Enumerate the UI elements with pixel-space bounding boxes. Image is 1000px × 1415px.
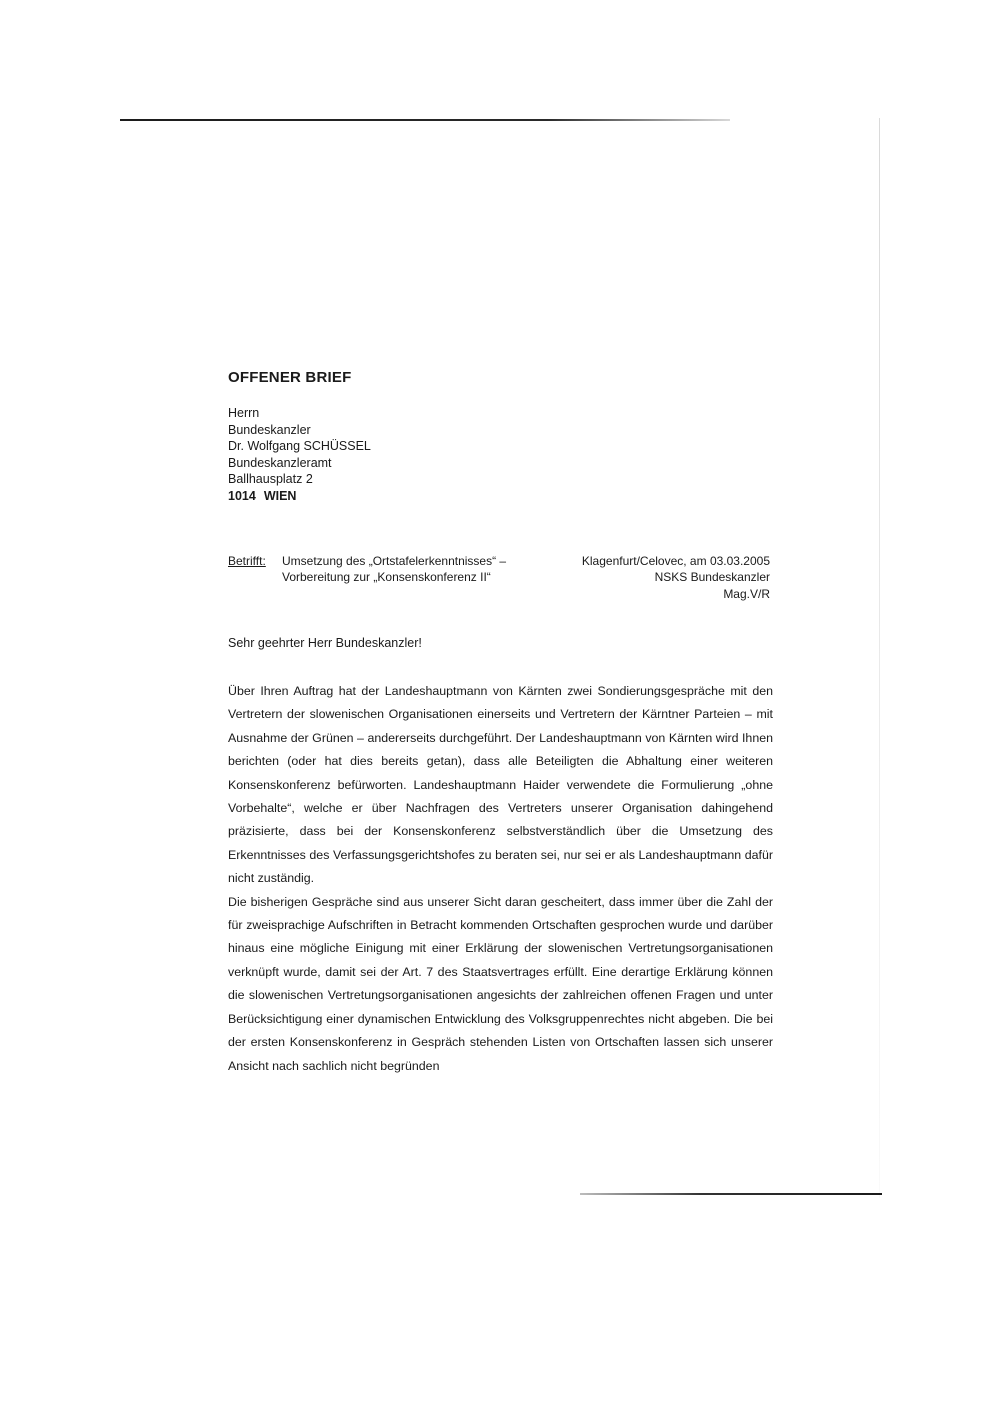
recipient-office: Bundeskanzleramt [228, 455, 332, 470]
place-date: Klagenfurt/Celovec, am 03.03.2005 [581, 554, 770, 568]
subject-line-1: Umsetzung des „Ortstafelerkenntnisses“ – [282, 554, 507, 568]
scan-edge-bottom [580, 1193, 882, 1195]
recipient-street: Ballhausplatz 2 [228, 472, 313, 487]
recipient-address [228, 405, 371, 505]
scan-edge-top [120, 119, 730, 121]
recipient-salutation-line: Herrn [228, 406, 260, 420]
subject-label: Betrifft: [228, 554, 266, 568]
letter-body [228, 680, 773, 1078]
letter-heading: OFFENER BRIEF [228, 369, 352, 386]
subject-text [282, 553, 506, 585]
recipient-city-line [228, 488, 371, 505]
recipient-name: Dr. Wolfgang SCHÜSSEL [228, 439, 371, 454]
recipient-postal-code: 1014 [228, 488, 256, 503]
subject-line-2: Vorbereitung zur „Konsenskonferenz II“ [282, 570, 491, 584]
recipient-city: WIEN [263, 488, 297, 503]
scan-edge-right [879, 118, 880, 1198]
recipient-title: Bundeskanzler [228, 422, 311, 437]
reference: NSKS Bundeskanzler [654, 570, 770, 585]
letter-meta [582, 553, 770, 602]
sign-reference: Mag.V/R [723, 586, 770, 601]
body-paragraph: Die bisherigen Gespräche sind aus unserer Sicht daran gescheitert, dass immer über die Zahl der für zweisprachige Aufschriften in Betracht kommenden Ortschaften gesprochen wurde und darüber hinaus eine mögliche Einigung mit einer Erklärung der slowenischen Vertretungsorganisationen verknüpft wurde, damit sei der Art. 7 des Staatsvertrages erfüllt. Eine derartige Erklärung können die slowenischen Vertretungsorganisationen angesichts der zahlreichen offenen Fragen und unter Berücksichtigung einer dynamischen Entwicklung des Volksgruppenrechtes nicht abgeben. Die bei der ersten Konsenskonferenz in Gespräch stehenden Listen von Ortschaften lassen sich unserer Ansicht nach sachlich nicht begründen [228, 894, 773, 1073]
subject-block [228, 553, 506, 585]
salutation: Sehr geehrter Herr Bundeskanzler! [228, 636, 422, 650]
body-paragraph: Über Ihren Auftrag hat der Landeshauptmann von Kärnten zwei Sondierungsgespräche mit den Vertretern der slowenischen Organisationen einerseits und Vertretern der Kärntner Parteien – mit Ausnahme der Grünen – andererseits durchgeführt. Der Landeshauptmann von Kärnten wird Ihnen berichten (oder hat dies bereits getan), dass alle Beteiligten die Abhaltung einer weiteren Konsenskonferenz befürworten. Landeshauptmann Haider verwendete die Formulierung „ohne Vorbehalte“, welche er über Nachfragen des Vertreters unserer Organisation dahingehend präzisierte, dass bei der Konsenskonferenz selbstverständlich über die Umsetzung des Erkenntnisses des Verfassungsgerichtshofes zu beraten sei, nur sei er als Landeshauptmann dafür nicht zuständig. [228, 684, 773, 886]
